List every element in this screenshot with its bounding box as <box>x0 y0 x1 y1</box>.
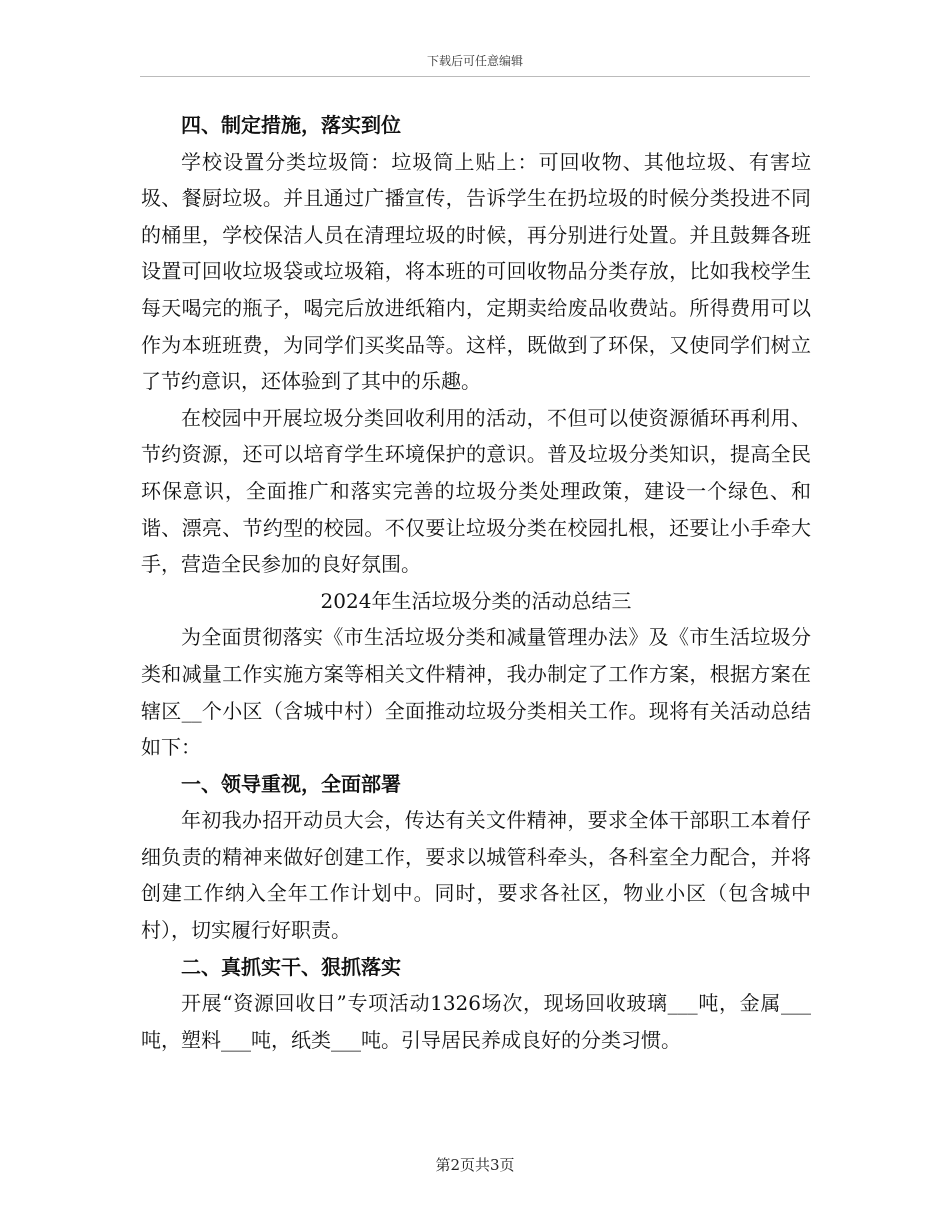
paragraph: 开展“资源回收日”专项活动1326场次，现场回收玻璃___吨，金属___吨，塑料___吨，纸类___吨。引导居民养成良好的分类习惯。 <box>141 991 811 1052</box>
header-divider <box>140 76 810 77</box>
summary-title: 2024年生活垃圾分类的活动总结三 <box>320 588 632 613</box>
paragraph: 在校园中开展垃圾分类回收利用的活动，不但可以使资源循环再利用、节约资源，还可以培育学生环境保护的意识。普及垃圾分类知识，提高全民环保意识，全面推广和落实完善的垃圾分类处理政策，建设一个绿色、和谐、漂亮、节约型的校园。不仅要让垃圾分类在校园扎根，还要让小手牵大手，营造全民参加的良好氛围。 <box>141 405 811 577</box>
section-heading-4: 四、制定措施，落实到位 <box>181 113 401 137</box>
section-heading-1: 一、领导重视，全面部署 <box>181 771 401 796</box>
paragraph: 年初我办招开动员大会，传达有关文件精神，要求全体干部职工本着仔细负责的精神来做好创建工作，要求以城管科牵头，各科室全力配合，并将创建工作纳入全年工作计划中。同时，要求各社区，物业小区（包含城中村），切实履行好职责。 <box>141 808 811 943</box>
page-number: 第2页共3页 <box>435 1156 515 1174</box>
paragraph: 学校设置分类垃圾筒：垃圾筒上贴上：可回收物、其他垃圾、有害垃圾、餐厨垃圾。并且通过广播宣传，告诉学生在扔垃圾的时候分类投进不同的桶里，学校保洁人员在清理垃圾的时候，再分别进行处置。并且鼓舞各班设置可回收垃圾袋或垃圾箱，将本班的可回收物品分类存放，比如我校学生每天喝完的瓶子，喝完后放进纸箱内，定期卖给废品收费站。所得费用可以作为本班班费，为同学们买奖品等。这样，既做到了环保，又使同学们树立了节约意识，还体验到了其中的乐趣。 <box>141 149 811 394</box>
section-heading-2: 二、真抓实干、狠抓落实 <box>181 954 401 979</box>
paragraph: 为全面贯彻落实《市生活垃圾分类和减量管理办法》及《市生活垃圾分类和减量工作实施方案等相关文件精神，我办制定了工作方案，根据方案在辖区__个小区（含城中村）全面推动垃圾分类相关工作。现将有关活动总结如下： <box>141 625 811 760</box>
document-body <box>141 107 811 1058</box>
page-header-note: 下载后可任意编辑 <box>426 54 523 68</box>
